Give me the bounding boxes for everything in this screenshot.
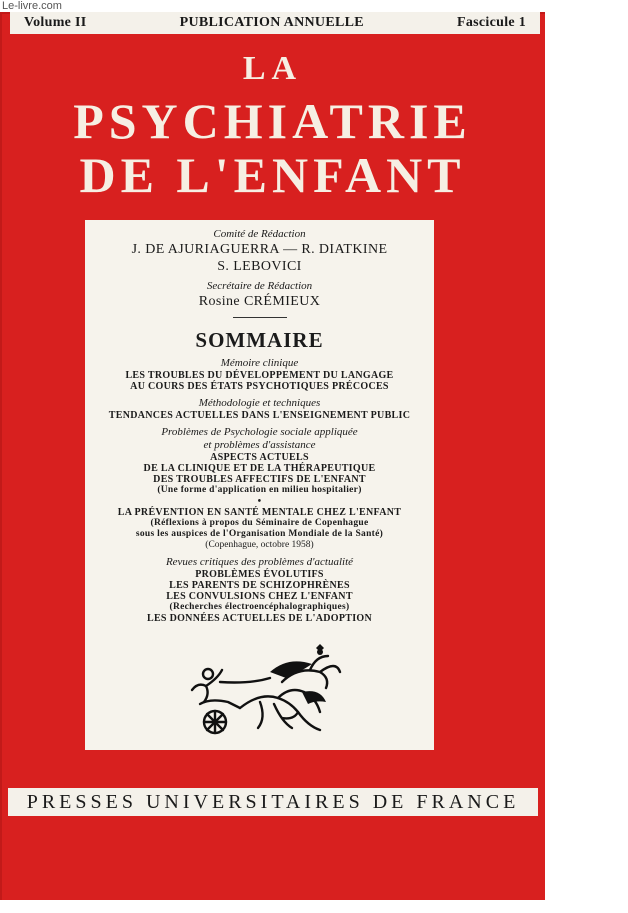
sommaire-heading: SOMMAIRE	[195, 328, 324, 352]
title-line-3: DE L'ENFANT	[79, 147, 466, 203]
title-line-1: LA	[242, 50, 303, 87]
publisher-band	[8, 788, 538, 816]
publication-label: PUBLICATION ANNUELLE	[179, 15, 364, 30]
section-2-label: Méthodologie et techniques	[198, 397, 321, 409]
section-3-line-4: (Une forme d'application en milieu hospitalier)	[157, 485, 362, 495]
section-1-label: Mémoire clinique	[220, 357, 299, 369]
section-4-line-5: LES DONNÉES ACTUELLES DE L'ADOPTION	[146, 613, 372, 624]
watermark: Le-livre.com	[2, 0, 62, 12]
section-3-label-1: Problèmes de Psychologie sociale appliquée	[161, 426, 358, 438]
committee-names-2: S. LEBOVICI	[217, 259, 302, 274]
section-3-line-6: (Réflexions à propos du Séminaire de Copenhague	[150, 518, 369, 528]
section-4-label: Revues critiques des problèmes d'actualité	[165, 556, 354, 568]
section-3-line-7: sous les auspices de l'Organisation Mondiale de la Santé)	[135, 529, 384, 539]
committee-label: Comité de Rédaction	[213, 228, 306, 240]
section-4-line-4: (Recherches électroencéphalographiques)	[169, 602, 350, 612]
fascicule-label: Fascicule 1	[456, 15, 526, 30]
section-3-line-8: (Copenhague, octobre 1958)	[205, 540, 314, 550]
secretary-label: Secrétaire de Rédaction	[206, 280, 313, 292]
secretary-name: Rosine CRÉMIEUX	[198, 294, 321, 309]
section-3-line-3: DES TROUBLES AFFECTIFS DE L'ENFANT	[153, 474, 366, 485]
section-3-line-1: ASPECTS ACTUELS	[210, 452, 309, 463]
section-4-line-2: LES PARENTS DE SCHIZOPHRÈNES	[169, 580, 350, 591]
section-4-line-1: PROBLÈMES ÉVOLUTIFS	[195, 569, 324, 580]
section-3-line-5: LA PRÉVENTION EN SANTÉ MENTALE CHEZ L'ENFANT	[117, 507, 402, 518]
section-3-bullet: •	[257, 496, 262, 507]
section-2-line-1: TENDANCES ACTUELLES DANS L'ENSEIGNEMENT PUBLIC	[108, 410, 411, 421]
section-1-line-2: AU COURS DES ÉTATS PSYCHOTIQUES PRÉCOCES	[130, 381, 389, 392]
committee-names-1: J. DE AJURIAGUERRA — R. DIATKINE	[131, 242, 388, 257]
divider	[233, 317, 287, 318]
header-band	[10, 12, 540, 34]
section-3-line-2: DE LA CLINIQUE ET DE LA THÉRAPEUTIQUE	[143, 463, 376, 474]
volume-label: Volume II	[24, 15, 87, 30]
section-3-label-2: et problèmes d'assistance	[203, 439, 316, 451]
title-line-2: PSYCHIATRIE	[73, 93, 472, 149]
contents-panel	[85, 220, 434, 750]
section-4-line-3: LES CONVULSIONS CHEZ L'ENFANT	[166, 591, 353, 602]
publisher-name: PRESSES UNIVERSITAIRES DE FRANCE	[26, 790, 520, 813]
section-1-line-1: LES TROUBLES DU DÉVELOPPEMENT DU LANGAGE	[125, 370, 394, 381]
chariot-emblem-icon	[170, 642, 350, 742]
